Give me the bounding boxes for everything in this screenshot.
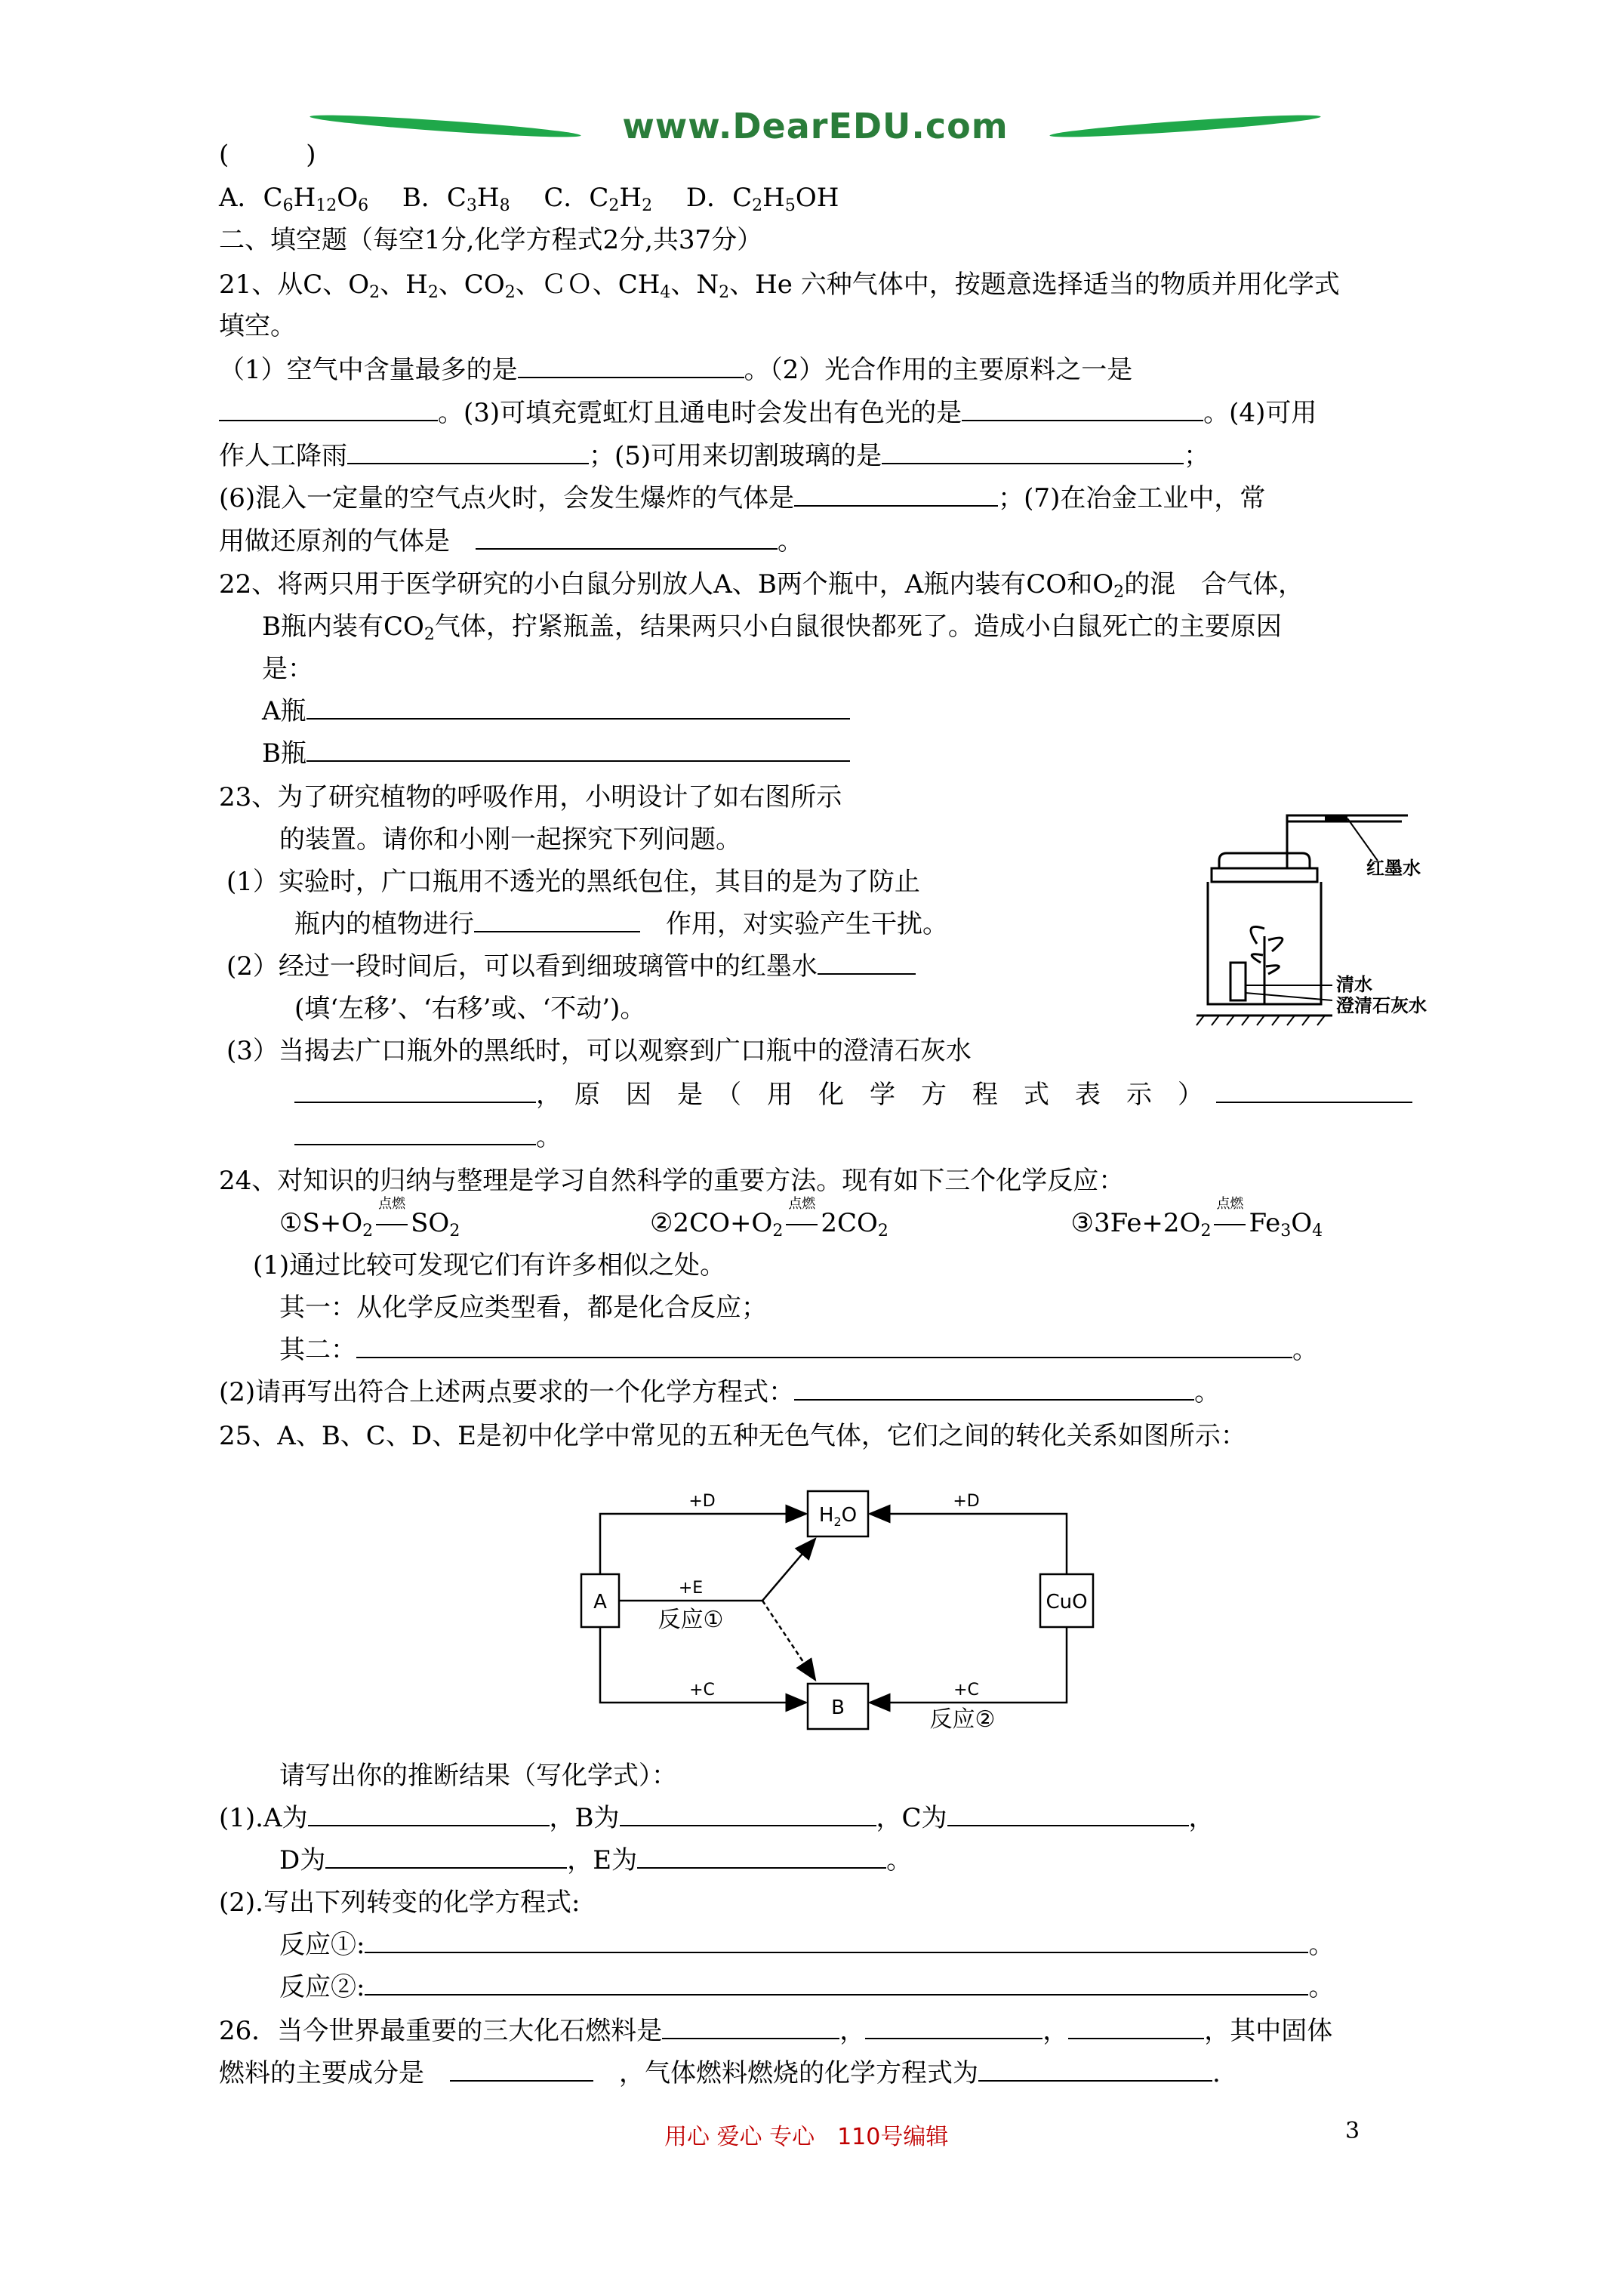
blank[interactable] <box>347 440 589 464</box>
label-reaction-2: 反应② <box>929 1706 996 1733</box>
q24-line4: 其一：从化学反应类型看，都是化合反应； <box>279 1293 767 1323</box>
options-line <box>219 181 839 214</box>
q23-line7: (3）当揭去广口瓶外的黑纸时，可以观察到广口瓶中的澄清石灰水 <box>226 1036 972 1066</box>
q23-line9: 。 <box>294 1120 562 1154</box>
section-heading: 二、填空题（每空1分,化学方程式2分,共37分） <box>219 225 763 255</box>
q21-line1: 21、从C、$O_2$、$H_2$、$CO_2$、ＣＯ、$CH_4$、$N_2$、He 六种气体中，按题意选择适当的物质并用化学式 <box>219 270 1340 302</box>
label-reaction-1: 反应① <box>658 1607 724 1633</box>
q24-equations <box>279 1196 1323 1240</box>
option-b: B．$C_3H_8$ <box>376 183 510 215</box>
q24-line5: 其二： 。 <box>279 1335 1318 1365</box>
blank-e[interactable] <box>637 1845 886 1869</box>
node-h2o: $H_2O$ <box>818 1504 858 1529</box>
lime-water-cup <box>1230 963 1246 1000</box>
blank[interactable] <box>219 397 438 421</box>
blank[interactable] <box>1216 1079 1412 1103</box>
option-d: D．$C_2H_5OH$ <box>660 183 839 215</box>
blank[interactable] <box>882 440 1184 464</box>
q24-line3: (1)通过比较可发现它们有许多相似之处。 <box>253 1250 726 1281</box>
blank-c[interactable] <box>947 1802 1189 1826</box>
label-lime-water: 澄清石灰水 <box>1336 995 1427 1016</box>
ground-hatching <box>1196 1015 1325 1025</box>
q22-bottle-a: A瓶 <box>262 695 850 728</box>
apparatus-figure <box>1174 800 1446 1027</box>
q21-line4: 。(3)可填充霓虹灯且通电时会发出有色光的是 。(4)可用 <box>219 396 1317 430</box>
label-plus-d-right: +D <box>953 1492 980 1511</box>
q21-line7: 用做还原剂的气体是 。 <box>219 526 803 556</box>
q22-line2: B瓶内装有$CO_2$气体，拧紧瓶盖，结果两只小白鼠很快都死了。造成小白鼠死亡的主要原因 <box>262 612 1282 644</box>
label-plus-c-left: +C <box>689 1681 715 1700</box>
blank-d[interactable] <box>325 1845 567 1869</box>
blank[interactable] <box>1068 2015 1204 2039</box>
arrow-a-h2o <box>600 1514 806 1574</box>
blank[interactable] <box>450 2057 593 2082</box>
blank[interactable] <box>356 1334 1292 1358</box>
blank[interactable] <box>818 951 916 975</box>
q22-bottle-b: B瓶 <box>262 737 850 770</box>
q23-line2: 的装置。请你和小刚一起探究下列问题。 <box>279 824 741 855</box>
blank[interactable] <box>978 2057 1212 2082</box>
equation-1: $①S+O_2$ 点燃 $SO_2$ <box>279 1196 460 1240</box>
q23-line6: (填‘左移’、‘右移’或、‘不动’)。 <box>294 994 646 1024</box>
q26-line1: 26．当今世界最重要的三大化石燃料是 ， ， ，其中固体 <box>219 2016 1333 2046</box>
blank[interactable] <box>865 2015 1042 2039</box>
blank[interactable] <box>365 1971 1308 1996</box>
node-b: B <box>831 1697 845 1719</box>
arrow-cuo-h2o <box>870 1514 1067 1574</box>
answer-bracket: ( ) <box>219 140 316 170</box>
label-clear-water: 清水 <box>1336 974 1372 995</box>
blank-b[interactable] <box>620 1802 876 1826</box>
header-logo: www.DearEDU.com <box>622 106 1009 146</box>
label-red-ink: 红墨水 <box>1366 858 1421 879</box>
header-banner <box>310 98 1321 151</box>
q25-line4: D为 ，E为 。 <box>279 1845 913 1875</box>
label-plus-d-left: +D <box>688 1492 716 1511</box>
q24-line6: (2)请再写出符合上述两点要求的一个化学方程式： 。 <box>219 1377 1221 1407</box>
q23-line3: (1）实验时，广口瓶用不透光的黑纸包住，其目的是为了防止 <box>226 867 920 897</box>
blank[interactable] <box>476 525 778 550</box>
q23-line5: (2）经过一段时间后，可以看到细玻璃管中的红墨水 <box>226 950 916 983</box>
q25-line2: 请写出你的推断结果（写化学式）： <box>279 1761 677 1791</box>
label-plus-c-right: +C <box>953 1681 979 1700</box>
q24-line1: 24、对知识的归纳与整理是学习自然科学的重要方法。现有如下三个化学反应： <box>219 1166 1125 1196</box>
equation-3: $③3Fe+2O_2$ 点燃 $Fe_3O_4$ <box>1070 1196 1323 1240</box>
blank-a[interactable] <box>308 1802 550 1826</box>
q23-line8: ， 原 因 是 （ 用 化 学 方 程 式 表 示 ） <box>294 1078 1412 1111</box>
blank[interactable] <box>474 908 640 932</box>
q25-line5: (2).写出下列转变的化学方程式: <box>219 1888 581 1918</box>
blank[interactable] <box>962 397 1203 421</box>
arrow-junction-b <box>762 1601 815 1680</box>
page-number: 3 <box>1345 2118 1360 2144</box>
q25-line7: 反应②: 。 <box>279 1972 1335 2002</box>
option-c: C．$C_2H_2$ <box>518 183 653 215</box>
option-a: A．$C_6H_{12}O_6$ <box>219 183 369 215</box>
q21-line2: 填空。 <box>219 311 296 341</box>
q23-line1: 23、为了研究植物的呼吸作用，小明设计了如右图所示 <box>219 782 842 812</box>
bottle-cap <box>1212 868 1317 882</box>
q21-line6: (6)混入一定量的空气点火时，会发生爆炸的气体是 ；(7)在冶金工业中，常 <box>219 483 1266 513</box>
q21-line3: （1）空气中含量最多的是 。（2）光合作用的主要原料之一是 <box>219 355 1133 385</box>
blank[interactable] <box>306 695 850 720</box>
q22-line1: 22、将两只用于医学研究的小白鼠分别放人A、B两个瓶中，A瓶内装有CO和$O_2$的混 合气体， <box>219 569 1304 602</box>
q25-line6: 反应①: 。 <box>279 1930 1335 1960</box>
bottle-neck <box>1219 853 1310 868</box>
box-h2o <box>808 1491 868 1536</box>
q23-line4: 瓶内的植物进行 作用，对实验产生干扰。 <box>294 909 948 939</box>
blank[interactable] <box>306 738 850 762</box>
q25-line1: 25、A、B、C、D、E是初中化学中常见的五种无色气体，它们之间的转化关系如图所示： <box>219 1421 1246 1451</box>
footer-text: 用心 爱心 专心 110号编辑 <box>664 2124 949 2150</box>
blank[interactable] <box>662 2015 839 2039</box>
blank[interactable] <box>794 1376 1194 1401</box>
reaction-diagram <box>566 1472 1117 1733</box>
blank[interactable] <box>294 1121 536 1145</box>
blank[interactable] <box>294 1079 536 1103</box>
arrow-junction-h2o <box>762 1539 815 1601</box>
q26-line2: 燃料的主要成分是 ，气体燃料燃烧的化学方程式为 . <box>219 2058 1221 2088</box>
q22-line3: 是： <box>262 654 313 684</box>
node-a: A <box>593 1591 607 1613</box>
equation-2: $②2CO+O_2$ 点燃 $2CO_2$ <box>649 1196 888 1240</box>
blank[interactable] <box>518 354 744 378</box>
q21-line5: 作人工降雨 ；(5)可用来切割玻璃的是 ； <box>219 441 1210 471</box>
q25-line3: (1).A为 ，B为 ，C为 ， <box>219 1803 1215 1833</box>
blank[interactable] <box>794 482 998 507</box>
blank[interactable] <box>365 1929 1308 1953</box>
plant-icon <box>1251 927 1283 1005</box>
label-plus-e: +E <box>678 1579 704 1598</box>
node-cuo: CuO <box>1046 1591 1088 1613</box>
